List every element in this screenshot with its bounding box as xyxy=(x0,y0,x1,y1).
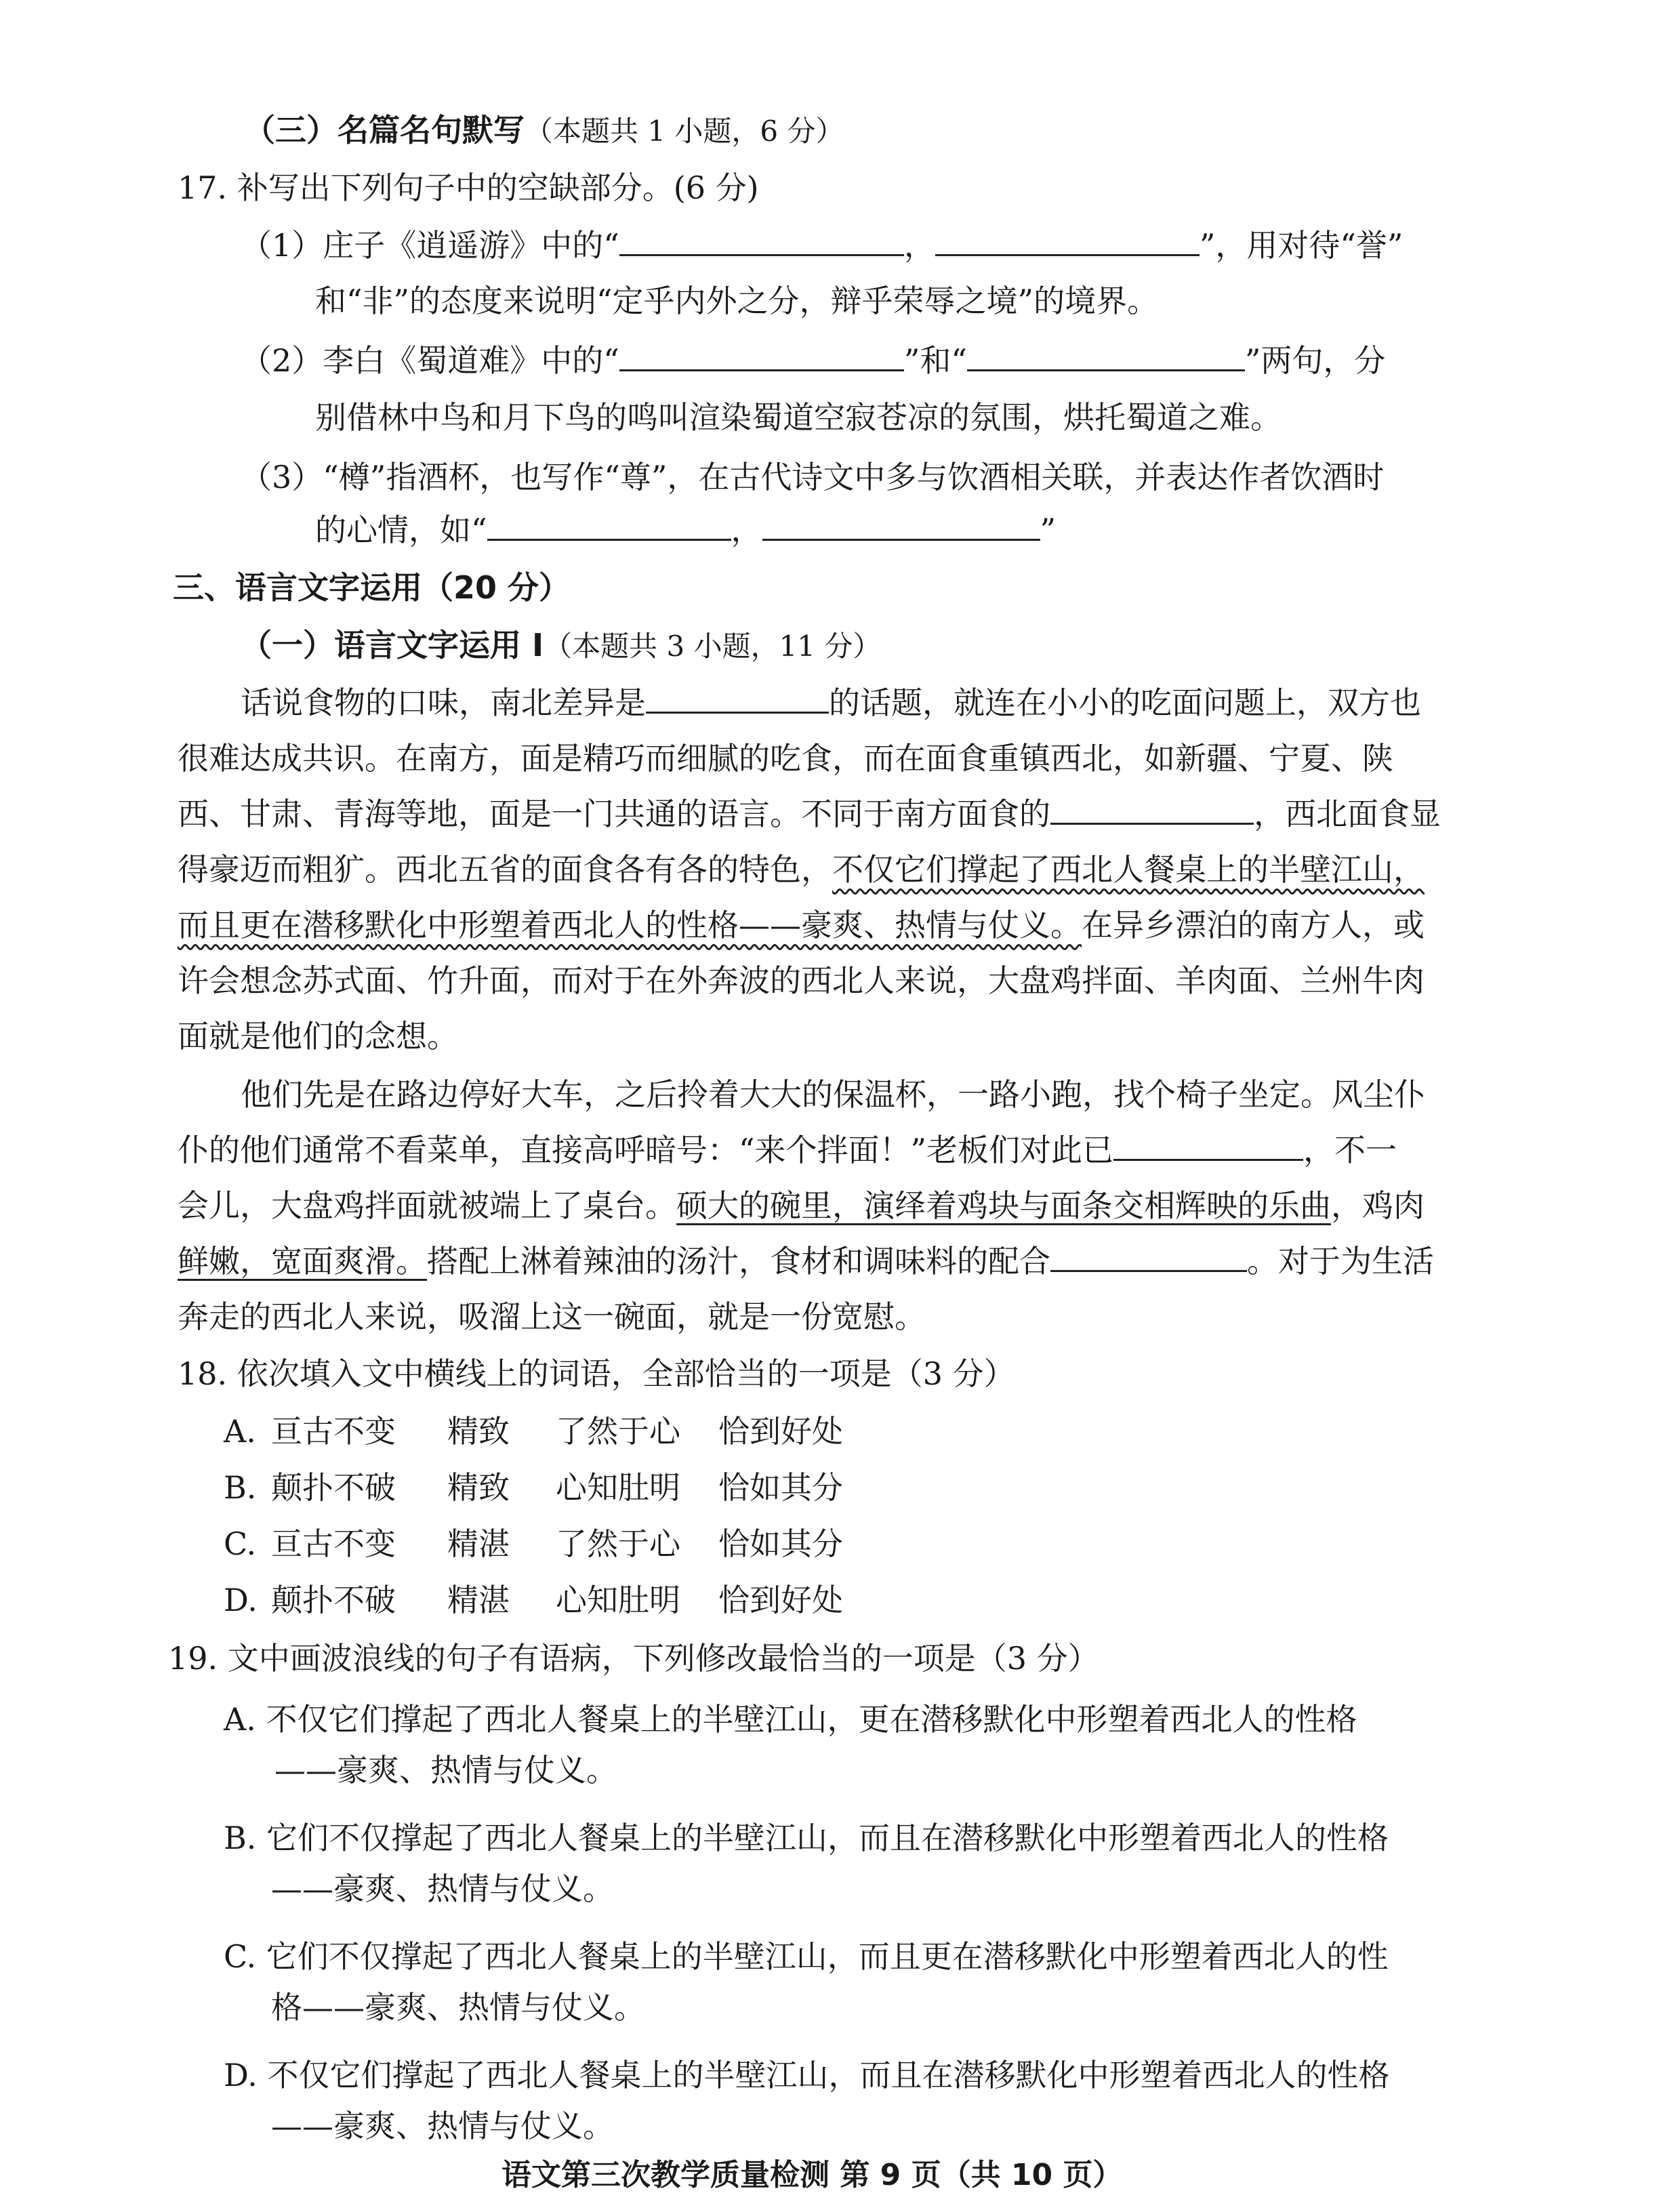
passage-line xyxy=(178,848,1425,891)
answer-blank[interactable] xyxy=(619,227,904,256)
option-word: 颠扑不破 xyxy=(271,1469,396,1506)
option-word: 了然于心 xyxy=(556,1413,680,1450)
section-header xyxy=(244,108,844,153)
q19-stem: 19. 文中画波浪线的句子有语病，下列修改最恰当的一项是（3 分） xyxy=(168,1640,1099,1677)
q17-stem: 17. 补写出下列句子中的空缺部分。(6 分) xyxy=(178,169,759,206)
q17-part2-text-a: 李白《蜀道难》中的“ xyxy=(323,342,619,379)
part-title: 三、语言文字运用（20 分） xyxy=(173,569,571,606)
option-word: 恰到好处 xyxy=(718,1413,843,1450)
underlined-sentence: 鲜嫩，宽面爽滑。 xyxy=(178,1243,427,1279)
q17-part1-comma: ， xyxy=(903,227,935,264)
q17-part2-num: （2） xyxy=(241,342,323,379)
option-word: 了然于心 xyxy=(556,1525,680,1562)
passage-text: 仆的他们通常不看菜单，直接高呼暗号：“来个拌面！”老板们对此已 xyxy=(178,1132,1114,1168)
answer-blank[interactable] xyxy=(1050,796,1254,825)
passage-line xyxy=(178,903,1425,947)
option-letter: B. xyxy=(224,1469,257,1506)
q19-option-b[interactable]: B. 它们不仅撑起了西北人餐桌上的半壁江山，而且在潜移默化中形塑着西北人的性格 xyxy=(224,1820,1389,1856)
option-word: 恰如其分 xyxy=(718,1525,843,1562)
q19-option-a-cont: ——豪爽、热情与仗义。 xyxy=(274,1752,617,1788)
option-letter: A. xyxy=(224,1413,256,1450)
q19-option-c[interactable]: C. 它们不仅撑起了西北人餐桌上的半壁江山，而且更在潜移默化中形塑着西北人的性 xyxy=(224,1938,1389,1975)
q19-option-c-cont: 格——豪爽、热情与仗义。 xyxy=(271,1989,645,2026)
subsection-note: （本题共 3 小题，11 分） xyxy=(544,630,882,663)
q17-part2 xyxy=(241,339,1385,382)
q17-part3-cont-text: 的心情，如“ xyxy=(315,512,487,548)
option-word: 心知肚明 xyxy=(556,1582,680,1618)
passage-text: 得豪迈而粗犷。西北五省的面食各有各的特色， xyxy=(178,851,832,888)
q17-part2-cont: 别借林中鸟和月下鸟的鸣叫渲染蜀道空寂苍凉的氛围，烘托蜀道之难。 xyxy=(315,399,1282,436)
option-word: 颠扑不破 xyxy=(271,1582,396,1618)
answer-blank[interactable] xyxy=(1050,1243,1247,1272)
section-header-note: （本题共 1 小题，6 分） xyxy=(525,115,844,148)
page-footer: 语文第三次教学质量检测 第 9 页（共 10 页） xyxy=(501,2158,1123,2192)
answer-blank[interactable] xyxy=(619,342,904,371)
answer-blank[interactable] xyxy=(935,227,1200,256)
answer-blank[interactable] xyxy=(487,512,731,541)
q19-option-d-cont: ——豪爽、热情与仗义。 xyxy=(271,2108,614,2144)
option-word: 亘古不变 xyxy=(271,1413,396,1450)
option-word: 恰如其分 xyxy=(718,1469,843,1506)
q17-part3-end: ” xyxy=(1040,512,1057,548)
passage-text: 的话题，就连在小小的吃面问题上，双方也 xyxy=(829,684,1421,721)
passage-line: 他们先是在路边停好大车，之后拎着大大的保温杯，一路小跑，找个椅子坐定。风尘仆 xyxy=(241,1076,1425,1113)
passage-text: 在异乡漂泊的南方人，或 xyxy=(1082,907,1425,943)
passage-line xyxy=(178,792,1441,836)
passage-text: 话说食物的口味，南北差异是 xyxy=(241,684,646,721)
q17-part1-text-b: ”，用对待“誉” xyxy=(1199,227,1404,264)
passage-text: 。对于为生活 xyxy=(1247,1243,1434,1279)
option-word: 心知肚明 xyxy=(556,1469,680,1506)
section-header-label: （三）名篇名句默写 xyxy=(244,112,525,148)
option-word: 精湛 xyxy=(447,1525,510,1562)
q17-part2-text-b: ”两句，分 xyxy=(1244,342,1386,379)
passage-text: ，鸡肉 xyxy=(1331,1187,1425,1224)
subsection-label: （一）语言文字运用 I xyxy=(241,627,544,663)
q17-part3 xyxy=(241,455,1384,499)
option-word: 精致 xyxy=(447,1413,510,1450)
q19-option-d[interactable]: D. 不仅它们撑起了西北人餐桌上的半壁江山，而且在潜移默化中形塑着西北人的性格 xyxy=(224,2057,1390,2093)
passage-line: 很难达成共识。在南方，面是精巧而细腻的吃食，而在面食重镇西北，如新疆、宁夏、陕 xyxy=(178,740,1393,777)
q18-stem: 18. 依次填入文中横线上的词语，全部恰当的一项是（3 分） xyxy=(178,1355,1015,1392)
passage-line xyxy=(178,1128,1397,1172)
option-word: 精致 xyxy=(447,1469,510,1506)
underlined-sentence: 硕大的碗里，演绎着鸡块与面条交相辉映的乐曲 xyxy=(676,1187,1331,1224)
q17-part1 xyxy=(241,224,1403,267)
q17-part1-cont: 和“非”的态度来说明“定乎内外之分，辩乎荣辱之境”的境界。 xyxy=(315,283,1159,319)
passage-line: 许会想念苏式面、竹升面，而对于在外奔波的西北人来说，大盘鸡拌面、羊肉面、兰州牛肉 xyxy=(178,962,1425,999)
passage-line: 奔走的西北人来说，吸溜上这一碗面，就是一份宽慰。 xyxy=(178,1298,926,1335)
passage-text: 搭配上淋着辣油的汤汁，食材和调味料的配合 xyxy=(427,1243,1050,1279)
q17-part1-num: （1） xyxy=(241,227,323,264)
passage-text: 会儿，大盘鸡拌面就被端上了桌台。 xyxy=(178,1187,676,1224)
q17-part3-cont xyxy=(315,508,1056,552)
q19-option-a[interactable]: A. 不仅它们撑起了西北人餐桌上的半壁江山，更在潜移默化中形塑着西北人的性格 xyxy=(224,1701,1357,1738)
q17-part3-comma: ， xyxy=(731,512,762,548)
q19-option-b-cont: ——豪爽、热情与仗义。 xyxy=(271,1870,614,1907)
q17-part3-num: （3） xyxy=(241,459,323,495)
q17-part2-mid: ”和“ xyxy=(903,342,967,379)
option-word: 恰到好处 xyxy=(718,1582,843,1618)
answer-blank[interactable] xyxy=(967,342,1245,371)
passage-line xyxy=(178,1240,1434,1283)
passage-line: 面就是他们的念想。 xyxy=(178,1018,458,1054)
passage-text: ，西北面食显 xyxy=(1254,796,1441,832)
option-word: 亘古不变 xyxy=(271,1525,396,1562)
wavy-underlined-sentence: 不仅它们撑起了西北人餐桌上的半壁江山， xyxy=(832,851,1425,888)
passage-line xyxy=(241,681,1421,724)
passage-line xyxy=(178,1184,1425,1227)
option-letter: C. xyxy=(224,1525,257,1562)
answer-blank[interactable] xyxy=(646,684,829,714)
subsection-header xyxy=(241,623,881,668)
q17-part1-text-a: 庄子《逍遥游》中的“ xyxy=(323,227,619,264)
q17-part3-text: “樽”指酒杯，也写作“尊”，在古代诗文中多与饮酒相关联，并表达作者饮酒时 xyxy=(323,459,1385,495)
passage-text: ，不一 xyxy=(1303,1132,1397,1168)
option-word: 精湛 xyxy=(447,1582,510,1618)
answer-blank[interactable] xyxy=(762,512,1040,541)
wavy-underlined-sentence: 而且更在潜移默化中形塑着西北人的性格——豪爽、热情与仗义。 xyxy=(178,907,1082,943)
answer-blank[interactable] xyxy=(1113,1132,1303,1161)
passage-text: 西、甘肃、青海等地，面是一门共通的语言。不同于南方面食的 xyxy=(178,796,1050,832)
option-letter: D. xyxy=(224,1582,258,1618)
